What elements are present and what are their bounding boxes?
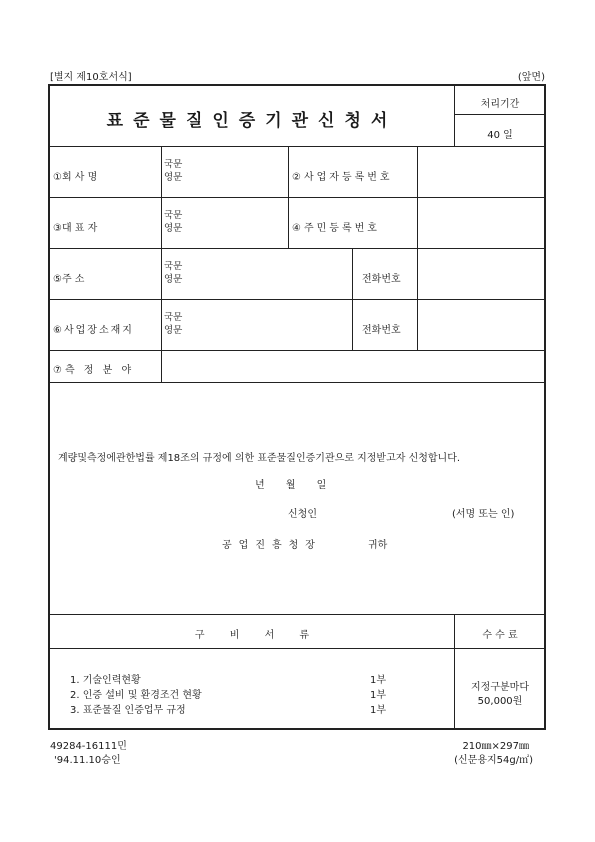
document-item: 2. 인증 설비 및 환경조건 현황 <box>70 690 202 701</box>
recipient: 공업진흥청장 <box>222 540 322 551</box>
row-line <box>50 197 546 198</box>
paper-size: 210㎜×297㎜ <box>462 741 529 752</box>
form-title: 표준물질인증기관신청서 <box>106 111 398 131</box>
resident-reg-no-label: ④주민등록번호 <box>292 223 380 234</box>
row-line <box>50 350 546 351</box>
document-count: 1부 <box>370 690 387 701</box>
col-divider <box>417 146 418 248</box>
date-line: 년 월 일 <box>255 480 327 491</box>
address-phone-label: 전화번호 <box>362 274 401 285</box>
application-statement: 계량및측정에관한법률 제18조의 규정에 의한 표준물질인증기관으로 지정받고자 신청합니다. <box>58 453 461 464</box>
paper-type: (신문용지54g/㎡) <box>454 755 533 766</box>
processing-period-label: 처리기간 <box>480 99 520 110</box>
row-line <box>50 648 546 649</box>
recipient-honorific: 귀하 <box>368 540 388 551</box>
address-korean-label: 국문 <box>164 261 183 272</box>
applicant-label: 신청인 <box>288 509 317 520</box>
form-code: 49284-16111민 <box>50 741 127 752</box>
workplace-korean-label: 국문 <box>164 312 183 323</box>
col-divider <box>417 248 418 350</box>
company-name-label: ①회 사 명 <box>53 172 98 183</box>
workplace-label: ⑥사업장소재지 <box>53 325 134 336</box>
measurement-field-label: ⑦측 정 분 야 <box>53 365 135 376</box>
document-item: 1. 기술인력현황 <box>70 675 141 686</box>
company-name-korean-label: 국문 <box>164 159 183 170</box>
application-form <box>48 84 546 730</box>
processing-period-value: 40 일 <box>487 130 513 141</box>
business-reg-no-label: ②사업자등록번호 <box>292 172 393 183</box>
document-count: 1부 <box>370 675 387 686</box>
company-name-english-label: 영문 <box>164 172 183 183</box>
approval-date: '94.11.10승인 <box>54 755 121 766</box>
representative-korean-label: 국문 <box>164 210 183 221</box>
fee-line-1: 지정구분마다 <box>471 682 529 693</box>
representative-label: ③대 표 자 <box>53 223 98 234</box>
fee-header: 수 수 료 <box>482 630 518 641</box>
document-count: 1부 <box>370 705 387 716</box>
document-item: 3. 표준물질 인증업무 규정 <box>70 705 186 716</box>
required-documents-header: 구 비 서 류 <box>194 630 310 641</box>
representative-english-label: 영문 <box>164 223 183 234</box>
workplace-english-label: 영문 <box>164 325 183 336</box>
row-line <box>50 299 546 300</box>
label-divider <box>161 146 162 382</box>
address-label: ⑤주 소 <box>53 274 85 285</box>
row-line <box>50 382 546 383</box>
processing-divider <box>454 114 546 115</box>
workplace-phone-label: 전화번호 <box>362 325 401 336</box>
form-number: [별지 제10호서식] <box>50 72 132 83</box>
signature-label: (서명 또는 인) <box>452 509 515 520</box>
address-english-label: 영문 <box>164 274 183 285</box>
col-divider <box>352 248 353 350</box>
fee-line-2: 50,000원 <box>477 696 523 707</box>
row-line <box>50 146 546 147</box>
page-side-label: (앞면) <box>517 72 545 83</box>
col-divider <box>288 146 289 248</box>
row-line <box>50 248 546 249</box>
row-line <box>50 614 546 615</box>
